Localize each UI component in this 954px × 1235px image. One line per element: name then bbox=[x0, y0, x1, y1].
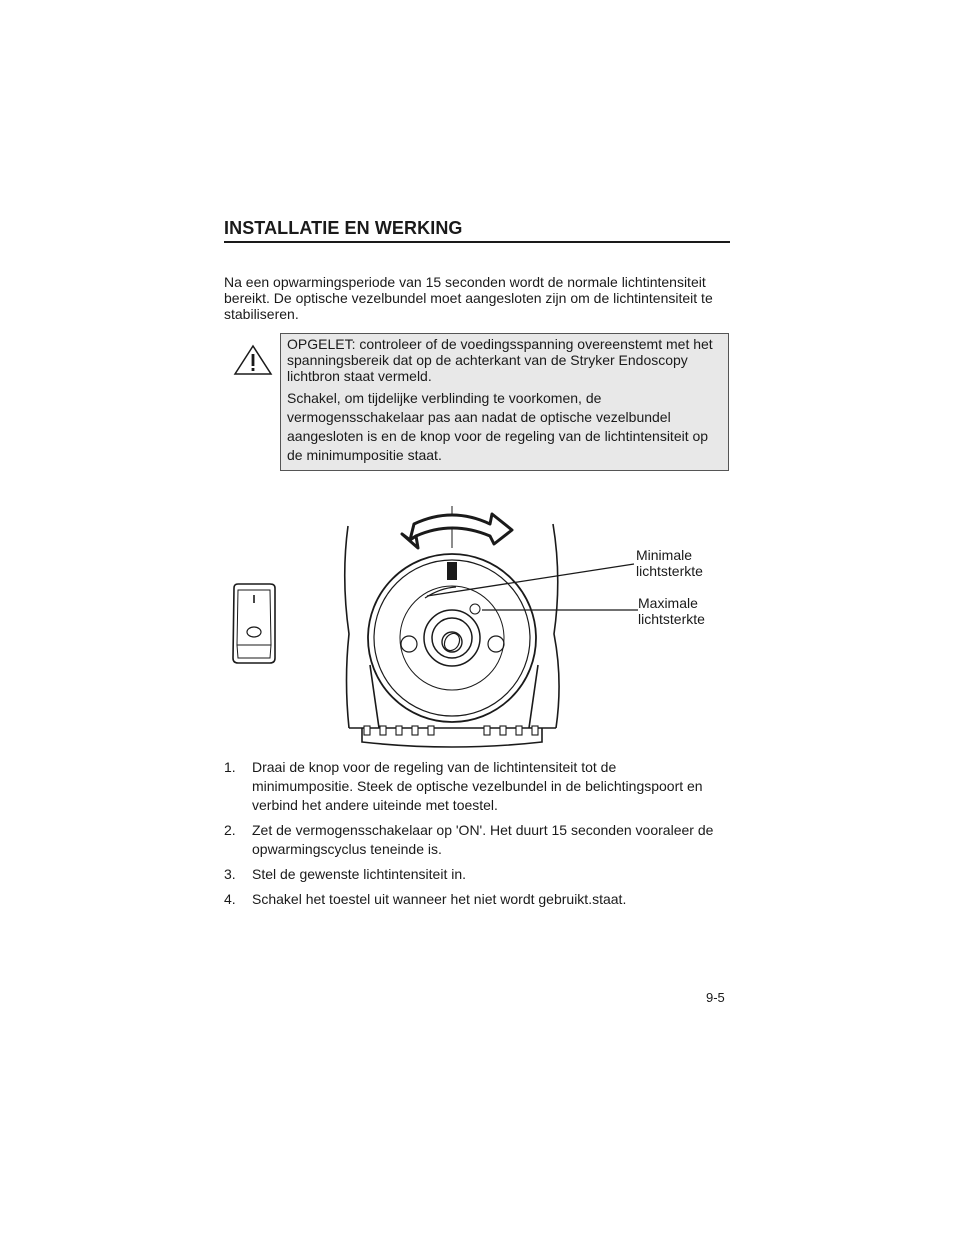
label-maximale-lichtsterkte: Maximale lichtsterkte bbox=[638, 595, 705, 627]
step-item: 3. Stel de gewenste lichtintensiteit in. bbox=[224, 866, 467, 882]
warning-triangle-icon bbox=[233, 344, 273, 376]
power-switch-drawing bbox=[233, 584, 275, 663]
step-item: 2. Zet de vermogensschakelaar op 'ON'. Het duurt 15 seconden vooraleer de opwarmingscyclus teneinde is. bbox=[224, 822, 714, 857]
caution-box bbox=[280, 333, 729, 471]
knob-illustration bbox=[220, 500, 740, 760]
device-body-drawing bbox=[345, 524, 559, 747]
label-minimale-lichtsterkte: Minimale lichtsterkte bbox=[636, 547, 703, 579]
step-item: 1. Draai de knop voor de regeling van de lichtintensiteit tot de minimumpositie. Steek de optische vezelbundel in de belichtingspoort en verbind het andere uiteinde met toestel. bbox=[224, 759, 703, 813]
heading-rule bbox=[224, 241, 730, 243]
section-heading: INSTALLATIE EN WERKING bbox=[224, 218, 463, 238]
caution-text-2: Schakel, om tijdelijke verblinding te voorkomen, de vermogensschakelaar pas aan nadat de optische vezelbundel aangesloten is en de knop voor de regeling van de lichtintensiteit op de minimumpositie staat. bbox=[287, 390, 709, 463]
step-item: 4. Schakel het toestel uit wanneer het niet wordt gebruikt.staat. bbox=[224, 891, 627, 907]
caution-text-1: OPGELET: controleer of de voedingsspanning overeenstemt met het spanningsbereik dat op de achterkant van de Stryker Endoscopy lichtbron staat vermeld. bbox=[287, 336, 713, 384]
rotate-arrow-icon bbox=[402, 506, 512, 548]
leader-lines bbox=[427, 564, 638, 610]
intro-paragraph: Na een opwarmingsperiode van 15 seconden wordt de normale lichtintensiteit bereikt. De optische vezelbundel moet aangesloten zijn om de lichtintensiteit te stabiliseren. bbox=[224, 274, 713, 322]
instruction-steps bbox=[224, 758, 714, 915]
intensity-knob bbox=[368, 554, 536, 722]
page-number: 9-5 bbox=[706, 990, 725, 1005]
